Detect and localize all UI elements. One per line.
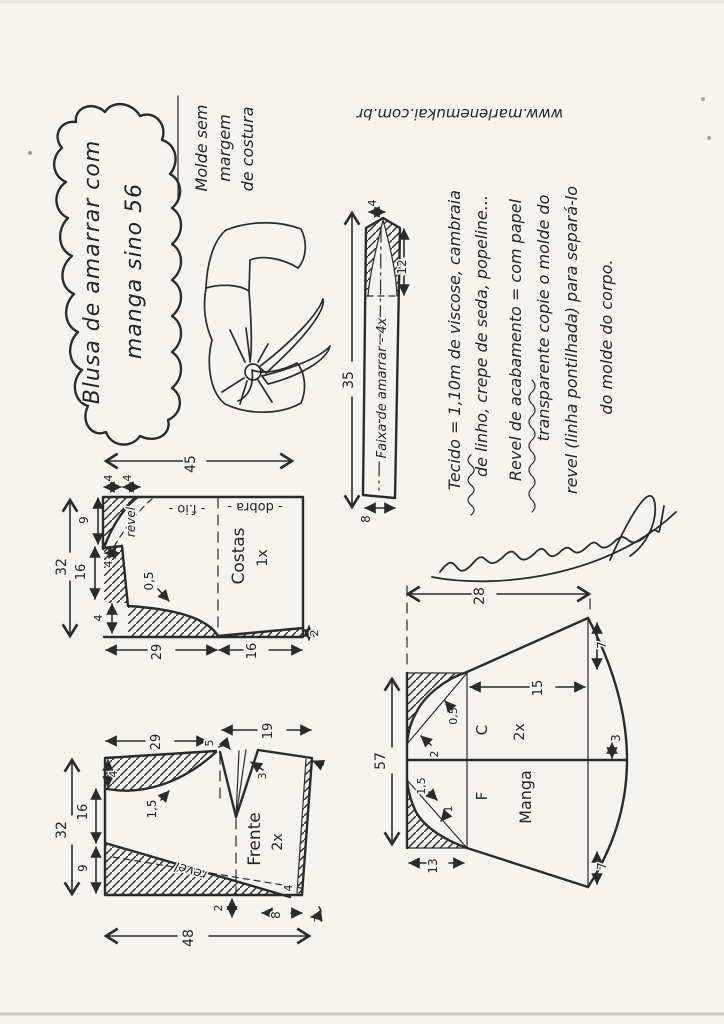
pattern-title-line2: manga sino 56 [122,182,147,360]
sketch-stroke [204,288,212,340]
note-line3: de costura [238,106,257,192]
frente-revel-label: revel [173,858,209,883]
manga-dim-ease-b: 2 [428,750,441,758]
costas-dim-ease: 0,5 [142,571,156,591]
sketch-tie-2 [262,346,330,384]
piece-manga [373,586,627,887]
sketch-stroke [298,229,305,268]
manga-dim-ease-c: 1,5 [415,777,428,795]
manga-dim-top: 28 [472,587,488,605]
website-url: www.marlenemukai.com.br [356,105,564,123]
piece-costas [54,455,321,660]
costas-dim-neck-b: 4 [121,474,134,482]
note-line2: margem [215,114,234,182]
costas-dim-hem-rise: 2 [308,629,321,637]
pointer-arrow [441,814,447,821]
sketch-stroke [226,223,301,230]
frente-dim-dart-open: 5 [203,739,216,747]
signature-stroke [610,496,655,560]
faixa-dim-tip: 4 [366,199,379,207]
instructions-line4: transparente copie o molde do [534,194,553,442]
costas-revel-label: revel [124,506,138,538]
pointer-arrow [429,792,437,800]
fabric-instructions [445,186,616,515]
pointer-arrow [158,589,169,601]
pointer-arrow [421,736,431,745]
manga-back-mark: C [473,724,491,736]
costas-dim-height: 32 [54,558,70,576]
costas-quantity: 1x [255,549,271,567]
manga-dim-ease-d: 1 [442,805,455,813]
signature-stroke [440,506,664,572]
costas-dim-width: 45 [183,455,199,473]
manga-hem-arc [588,618,627,887]
manga-quantity: 2x [512,723,528,741]
scan-speck [28,151,32,155]
costas-grain-label: - f.io - [168,501,206,516]
manga-dim-hem-depth: 3 [609,734,623,742]
frente-dim-neck-a: 4 [107,770,120,778]
frente-dim-hem-b: 8 [269,911,283,919]
frente-dim-neck-b: 16 [76,803,91,821]
manga-dim-corner-bottom: 7 [595,862,609,870]
pointer-arrow [161,791,169,800]
instructions-line2: de linho, crepe de seda, popeline... [472,195,491,477]
faixa-dim-length: 35 [341,371,357,389]
costas-dim-hem-a: 29 [150,643,165,661]
costas-dim-armhole: 16 [74,563,89,581]
faixa-label: Faixa de amarrar - 4x [375,317,390,459]
manga-dim-width: 57 [373,752,389,770]
instructions-line1: Tecido = 1,10m de viscose, cambraia [445,190,464,490]
pointer-arrow [311,907,321,917]
faixa-dim-width: 8 [359,515,373,523]
costas-dim-shoulder-step: 4 [102,560,115,568]
manga-front-mark: F [473,791,491,801]
frente-dim-hem-step: 2 [212,904,225,912]
manga-name: Manga [516,770,535,824]
scan-speck [707,136,711,140]
sketch-stroke [206,230,226,288]
costas-dim-neck-depth: 9 [77,516,91,524]
instructions-line6: do molde do corpo. [597,259,616,415]
blouse-sketch [204,223,330,412]
frente-dim-dart: 3 [256,772,269,780]
pattern-title-line1: Blusa de amarrar com [80,139,105,405]
frente-name: Frente [245,812,265,866]
costas-name: Costas [229,527,249,585]
piece-frente [54,723,327,947]
title-cloud [54,104,181,444]
frente-dart-inner [236,750,246,817]
frente-dim-tie: 19 [261,722,276,740]
sketch-stroke [206,285,249,291]
instructions-line5: revel (linha pontilhada) para separá-lo [562,185,581,495]
sketch-tie-1 [259,299,323,373]
pointer-arrow [219,745,230,749]
manga-dim-base: 13 [426,858,440,874]
frente-dim-seam: 2 [312,915,325,923]
frente-dim-hem-allow: 4 [282,884,295,892]
faixa-dim-hatch: 12 [395,259,409,275]
costas-fold-label: - dobra - [227,499,283,514]
frente-dim-corner: 3 [314,759,327,767]
costas-dim-neck-a: 4 [102,474,115,482]
frente-dim-top: 29 [149,733,164,751]
sketch-stroke [249,258,298,291]
manga-side-edges [467,618,588,887]
manga-dim-corner-top: 7 [595,641,609,649]
cloud-outline [54,104,181,444]
piece-faixa [341,200,409,523]
signature [432,496,676,581]
note-line1: Molde sem [192,104,211,192]
frente-dim-neck-c: 9 [76,864,90,872]
scan-speck [701,97,705,101]
costas-dim-side-step: 4 [92,614,105,622]
frente-quantity: 2x [270,833,286,851]
no-seam-allowance-note [178,96,257,202]
instructions-line3: Revel de acabamento = com papel [506,198,525,482]
frente-dim-width: 48 [181,929,197,947]
frente-dim-ease: 1,5 [145,799,159,819]
costas-dim-hem-b: 16 [245,642,260,660]
manga-dim-inner: 15 [531,679,546,697]
frente-dim-height: 32 [54,821,70,839]
manga-dim-ease-a: 0,5 [447,707,460,725]
